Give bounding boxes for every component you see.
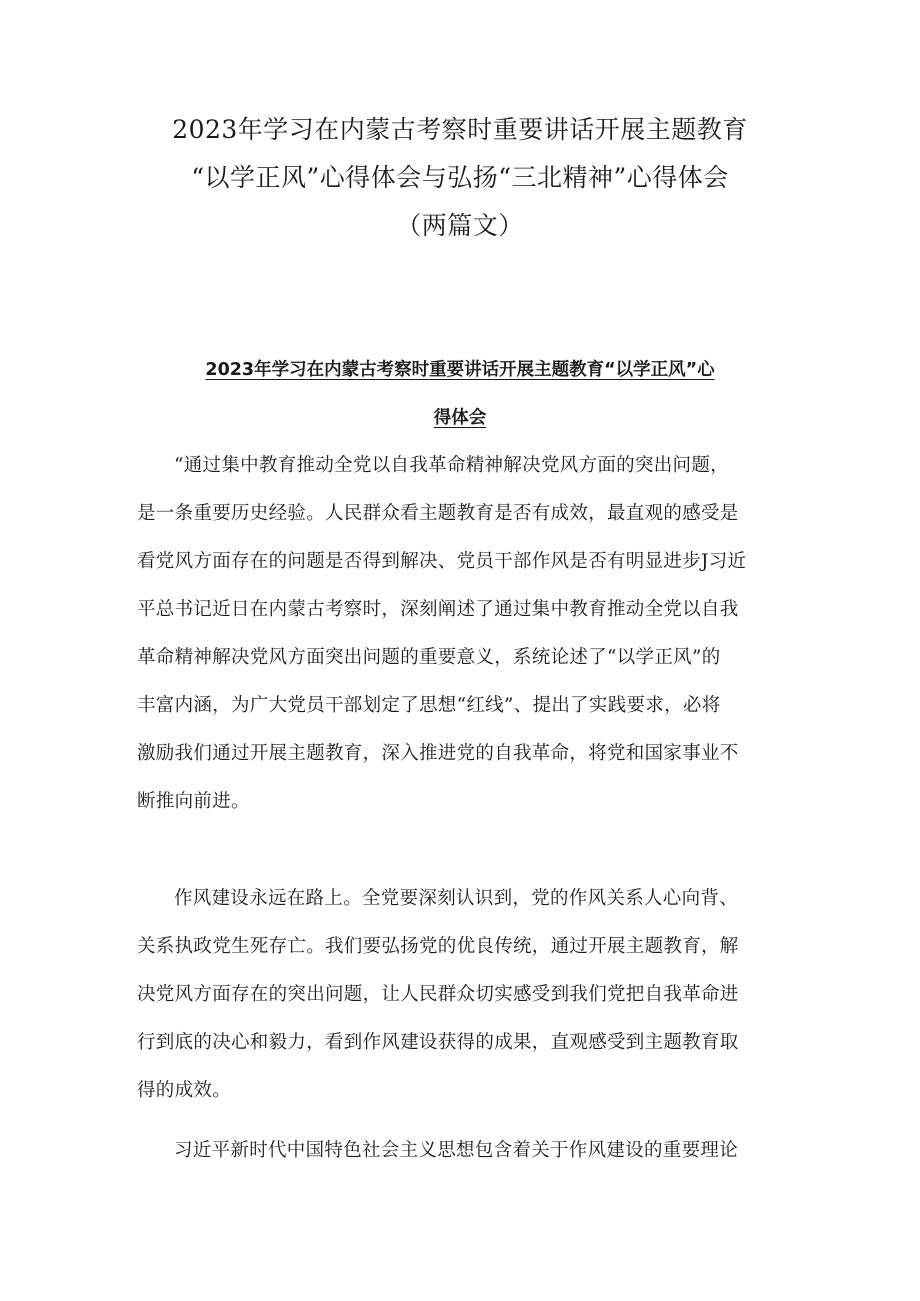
paragraph-1-line: 平总书记近日在内蒙古考察时，深刻阐述了通过集中教育推动全党以自我 bbox=[137, 599, 739, 620]
document-title-line-2: “以学正风”心得体会与弘扬“三北精神”心得体会 bbox=[191, 163, 729, 192]
document-title-line-3: （两篇文） bbox=[396, 211, 524, 240]
paragraph-1-line: 革命精神解决党风方面突出问题的重要意义，系统论述了“以学正风”的 bbox=[137, 647, 721, 668]
section-heading-line-2: 得体会 bbox=[433, 408, 487, 428]
paragraph-2-line: 作风建设永远在路上。全党要深刻认识到，党的作风关系人心向背、 bbox=[174, 888, 739, 909]
document-title-line-1: 2023年学习在内蒙古考察时重要讲话开展主题教育 bbox=[172, 115, 748, 144]
paragraph-1-line: 丰富内涵，为广大党员干部划定了思想“红线”、提出了实践要求，必将 bbox=[137, 695, 721, 716]
paragraph-1-line: 断推向前进。 bbox=[137, 791, 250, 812]
paragraph-1-line: “通过集中教育推动全党以自我革命精神解决党风方面的突出问题， bbox=[174, 455, 729, 476]
section-heading-line-1: 2023年学习在内蒙古考察时重要讲话开展主题教育“以学正风”心 bbox=[205, 360, 715, 380]
paragraph-1-line: 看党风方面存在的问题是否得到解决、党员干部作风是否有明显进步J习近 bbox=[137, 551, 747, 572]
paragraph-2-line: 行到底的决心和毅力，看到作风建设获得的成果，直观感受到主题教育取 bbox=[137, 1032, 739, 1053]
paragraph-1-line: 激励我们通过开展主题教育，深入推进党的自我革命，将党和国家事业不 bbox=[137, 743, 739, 764]
paragraph-1-line: 是一条重要历史经验。人民群众看主题教育是否有成效，最直观的感受是 bbox=[137, 503, 739, 524]
paragraph-3-line: 习近平新时代中国特色社会主义思想包含着关于作风建设的重要理论 bbox=[174, 1140, 739, 1161]
paragraph-2-line: 决党风方面存在的突出问题，让人民群众切实感受到我们党把自我革命进 bbox=[137, 984, 739, 1005]
paragraph-2-line: 得的成效。 bbox=[137, 1080, 232, 1101]
paragraph-2-line: 关系执政党生死存亡。我们要弘扬党的优良传统，通过开展主题教育，解 bbox=[137, 936, 739, 957]
